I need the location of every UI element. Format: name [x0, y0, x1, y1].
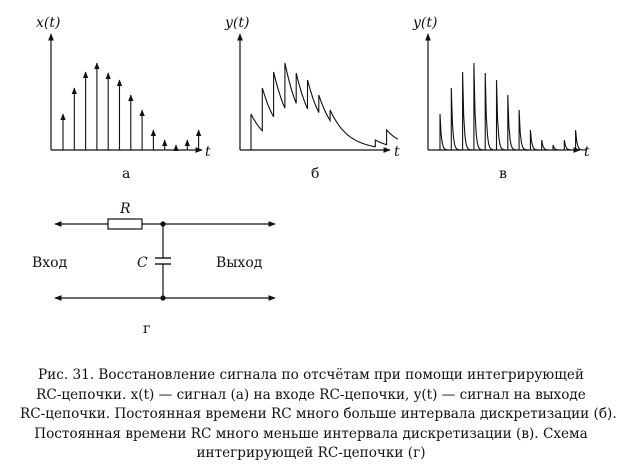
plot-a [36, 15, 211, 182]
circuit-node-top [160, 221, 165, 226]
circuit-node-bottom [160, 295, 165, 300]
plot-a-axis-label: x(t) [36, 15, 61, 31]
figure-caption [20, 366, 617, 464]
caption-line: Рис. 31. Восстановление сигнала по отсчётам при помощи интегрирующей [38, 367, 584, 383]
plot-a-panel-label: а [122, 166, 131, 182]
plot-c [412, 15, 590, 182]
circuit-output-label: Выход [216, 255, 263, 271]
capacitor-label: C [137, 255, 148, 271]
plot-a-t-label: t [205, 144, 211, 160]
plot-c-output-curve [428, 63, 587, 150]
plot-a-samples [63, 63, 199, 150]
circuit-input-label: Вход [32, 255, 68, 271]
plot-b-axis-label: y(t) [225, 15, 250, 31]
circuit-panel-label: г [143, 321, 151, 337]
plot-b-output-curve [251, 63, 398, 150]
caption-line: RC-цепочки. x(t) — сигнал (а) на входе RC-цепочки, y(t) — сигнал на выходе [36, 386, 586, 403]
caption-line: RC-цепочки. Постоянная времени RC много больше интервала дискретизации (б). [20, 406, 617, 423]
plot-b [224, 15, 400, 182]
plot-c-panel-label: в [499, 166, 507, 182]
caption-line: интегрирующей RC-цепочки (г) [196, 445, 426, 462]
caption-line: Постоянная времени RC много меньше интервала дискретизации (в). Схема [34, 425, 588, 442]
plot-b-panel-label: б [311, 166, 320, 182]
resistor-label: R [120, 201, 131, 217]
circuit [32, 201, 275, 337]
plot-b-t-label: t [394, 144, 400, 160]
plot-c-axis-label: y(t) [413, 15, 438, 31]
resistor-symbol [108, 219, 142, 229]
plot-c-t-label: t [584, 144, 590, 160]
